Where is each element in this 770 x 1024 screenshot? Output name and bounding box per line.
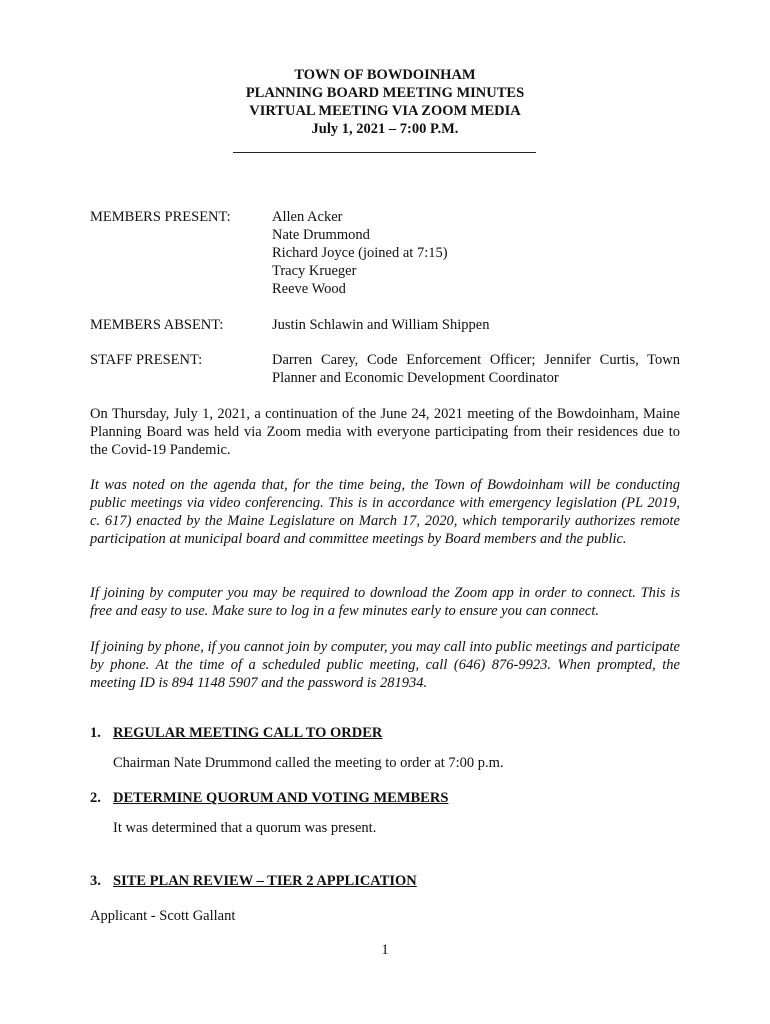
intro-paragraph: On Thursday, July 1, 2021, a continuation of the June 24, 2021 meeting of the Bowdoinham, Maine Planning Board was held via Zoom media with everyone participating from their residences due to the Covid-19 Pandemic. xyxy=(90,406,680,458)
section-heading-2 xyxy=(90,789,680,807)
members-present-label: MEMBERS PRESENT: xyxy=(90,209,231,225)
section-heading-3 xyxy=(90,872,680,890)
member-name: Reeve Wood xyxy=(272,281,346,297)
members-present-list xyxy=(272,208,680,298)
section-heading-1 xyxy=(90,724,680,742)
town-name: TOWN OF BOWDOINHAM xyxy=(294,67,476,83)
member-name: Tracy Krueger xyxy=(272,263,357,279)
header-divider xyxy=(233,152,536,153)
section-number: 1. xyxy=(90,725,101,741)
notice-paragraph: It was noted on the agenda that, for the time being, the Town of Bowdoinham will be conducting public meetings via video conferencing. This is in accordance with emergency legislation (PL 2019, c. 617) enacted by the Maine Legislature on March 17, 2020, which temporarily authorizes remote participation at municipal board and committee meetings by Board members and the public. xyxy=(90,477,680,547)
meeting-title: PLANNING BOARD MEETING MINUTES xyxy=(245,85,525,101)
section-number: 2. xyxy=(90,790,101,806)
section-number: 3. xyxy=(90,873,101,889)
section-1-text: Chairman Nate Drummond called the meeting to order at 7:00 p.m. xyxy=(113,755,504,771)
staff-present-value: Darren Carey, Code Enforcement Officer; Jennifer Curtis, Town Planner and Economic Development Coordinator xyxy=(272,352,680,386)
member-name: Nate Drummond xyxy=(272,227,370,243)
meeting-format: VIRTUAL MEETING VIA ZOOM MEDIA xyxy=(249,103,521,119)
section-title: DETERMINE QUORUM AND VOTING MEMBERS xyxy=(113,790,449,806)
section-2-text: It was determined that a quorum was present. xyxy=(113,820,377,836)
member-name: Richard Joyce (joined at 7:15) xyxy=(272,245,448,261)
phone-join-paragraph: If joining by phone, if you cannot join by computer, you may call into public meetings and participate by phone. At the time of a scheduled public meeting, call (646) 876-9923. When prompted, the meeting ID is 894 1148 5907 and the password is 281934. xyxy=(90,639,680,691)
section-title: SITE PLAN REVIEW – TIER 2 APPLICATION xyxy=(113,873,417,889)
section-title: REGULAR MEETING CALL TO ORDER xyxy=(113,725,383,741)
applicant-line: Applicant - Scott Gallant xyxy=(90,908,236,924)
member-name: Allen Acker xyxy=(272,209,343,225)
members-absent-value: Justin Schlawin and William Shippen xyxy=(272,317,490,333)
page-number: 1 xyxy=(381,942,389,958)
computer-join-paragraph: If joining by computer you may be required to download the Zoom app in order to connect. This is free and easy to use. Make sure to log in a few minutes early to ensure you can connect. xyxy=(90,585,680,619)
staff-present-label: STAFF PRESENT: xyxy=(90,352,203,368)
document-header xyxy=(0,66,770,138)
meeting-date: July 1, 2021 – 7:00 P.M. xyxy=(311,121,459,137)
members-absent-label: MEMBERS ABSENT: xyxy=(90,317,224,333)
